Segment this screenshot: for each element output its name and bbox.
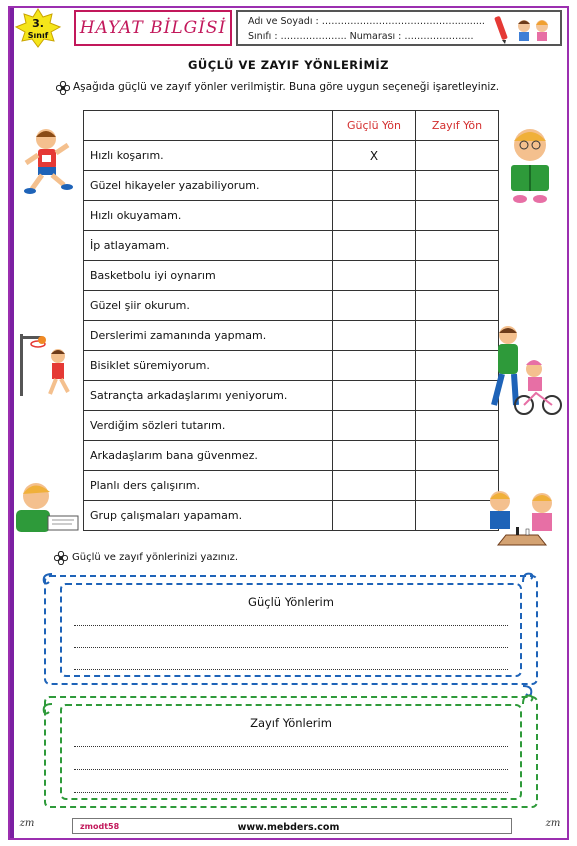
statement-cell: İp atlayamam.	[84, 231, 333, 261]
left-border-bar	[10, 8, 14, 838]
weak-check-cell[interactable]	[416, 141, 499, 171]
write-line[interactable]	[74, 669, 508, 670]
table-row	[84, 471, 499, 501]
flower-bullet-icon	[56, 81, 70, 95]
statement-cell: Grup çalışmaları yapamam.	[84, 501, 333, 531]
table-header-row	[84, 111, 499, 141]
weak-check-cell[interactable]	[416, 261, 499, 291]
table-row	[84, 441, 499, 471]
strong-check-cell[interactable]	[333, 171, 416, 201]
table-row	[84, 291, 499, 321]
write-line[interactable]	[74, 792, 508, 793]
strong-column-header: Güçlü Yön	[333, 111, 416, 141]
subject-title: HAYAT BİLGİSİ	[79, 18, 227, 38]
strong-check-cell[interactable]	[333, 471, 416, 501]
strengths-box	[44, 575, 538, 685]
instruction-text-2: Güçlü ve zayıf yönlerinizi yazınız.	[72, 552, 239, 563]
basketball-boy-illustration	[16, 330, 78, 400]
statement-cell: Güzel hikayeler yazabiliyorum.	[84, 171, 333, 201]
table-row	[84, 141, 499, 171]
flower-bullet-icon	[54, 551, 68, 565]
weak-check-cell[interactable]	[416, 201, 499, 231]
bicycle-kids-illustration	[486, 323, 562, 417]
table-row	[84, 261, 499, 291]
statement-cell: Basketbolu iyi oynarım	[84, 261, 333, 291]
strengths-weaknesses-table	[83, 110, 499, 531]
statement-header-cell	[84, 111, 333, 141]
footer-website[interactable]: www.mebders.com	[237, 822, 340, 833]
weak-check-cell[interactable]	[416, 291, 499, 321]
instruction-text: Aşağıda güçlü ve zayıf yönler verilmiştir. Buna göre uygun seçeneği işaretleyiniz.	[73, 81, 500, 93]
grade-badge	[14, 8, 62, 48]
write-line[interactable]	[74, 769, 508, 770]
statement-cell: Planlı ders çalışırım.	[84, 471, 333, 501]
strengths-inner-box	[60, 583, 522, 677]
student-info-box	[236, 10, 562, 46]
strong-check-cell[interactable]	[333, 291, 416, 321]
worksheet-title: GÜÇLÜ VE ZAYIF YÖNLERİMİZ	[187, 58, 390, 72]
strong-check-cell[interactable]	[333, 441, 416, 471]
strong-check-cell[interactable]	[333, 381, 416, 411]
grade-label: Sınıf	[27, 31, 49, 40]
strong-check-cell[interactable]	[333, 201, 416, 231]
weaknesses-inner-box	[60, 704, 522, 800]
strong-check-cell[interactable]	[333, 321, 416, 351]
weaknesses-title: Zayıf Yönlerim	[250, 716, 332, 730]
table-row	[84, 381, 499, 411]
class-number-line[interactable]: Sınıfı : …………….….. Numarası : ………………....	[248, 31, 474, 42]
statement-cell: Satrançta arkadaşlarımı yeniyorum.	[84, 381, 333, 411]
curl-ornament-icon	[521, 570, 535, 584]
kids-with-pencil-icon	[494, 14, 554, 44]
reading-girl-illustration	[503, 123, 557, 205]
table-row	[84, 171, 499, 201]
curl-ornament-icon	[40, 702, 54, 716]
weak-check-cell[interactable]	[416, 171, 499, 201]
table-row	[84, 351, 499, 381]
grade-number: 3.	[32, 17, 44, 30]
table-row	[84, 411, 499, 441]
strong-check-cell[interactable]	[333, 351, 416, 381]
table-row	[84, 201, 499, 231]
signature-logo-left: zm	[19, 818, 35, 829]
signature-logo-right: zm	[545, 818, 561, 829]
strong-check-cell[interactable]	[333, 261, 416, 291]
strengths-title: Güçlü Yönlerim	[248, 595, 334, 609]
strong-check-cell[interactable]: X	[333, 141, 416, 171]
running-boy-illustration	[18, 125, 78, 197]
strong-check-cell[interactable]	[333, 411, 416, 441]
statement-cell: Hızlı okuyamam.	[84, 201, 333, 231]
studying-boy-illustration	[14, 478, 82, 534]
weaknesses-box	[44, 696, 538, 808]
worksheet-code: zmodt58	[80, 822, 120, 831]
statement-cell: Hızlı koşarım.	[84, 141, 333, 171]
name-line[interactable]: Adı ve Soyadı : ……………………………………..........	[248, 16, 485, 27]
write-line[interactable]	[74, 746, 508, 747]
weak-check-cell[interactable]	[416, 231, 499, 261]
weak-check-cell[interactable]	[416, 441, 499, 471]
table-row	[84, 231, 499, 261]
curl-ornament-icon	[40, 572, 54, 586]
table-row	[84, 501, 499, 531]
subject-title-box	[74, 10, 232, 46]
curl-ornament-icon	[521, 692, 535, 706]
statement-cell: Verdiğim sözleri tutarım.	[84, 411, 333, 441]
weak-column-header: Zayıf Yön	[416, 111, 499, 141]
strong-check-cell[interactable]	[333, 231, 416, 261]
write-line[interactable]	[74, 625, 508, 626]
statement-cell: Bisiklet süremiyorum.	[84, 351, 333, 381]
statement-cell: Derslerimi zamanında yapmam.	[84, 321, 333, 351]
strong-check-cell[interactable]	[333, 501, 416, 531]
statement-cell: Güzel şiir okurum.	[84, 291, 333, 321]
statement-cell: Arkadaşlarım bana güvenmez.	[84, 441, 333, 471]
write-line[interactable]	[74, 647, 508, 648]
table-row	[84, 321, 499, 351]
chess-kids-illustration	[486, 487, 558, 551]
